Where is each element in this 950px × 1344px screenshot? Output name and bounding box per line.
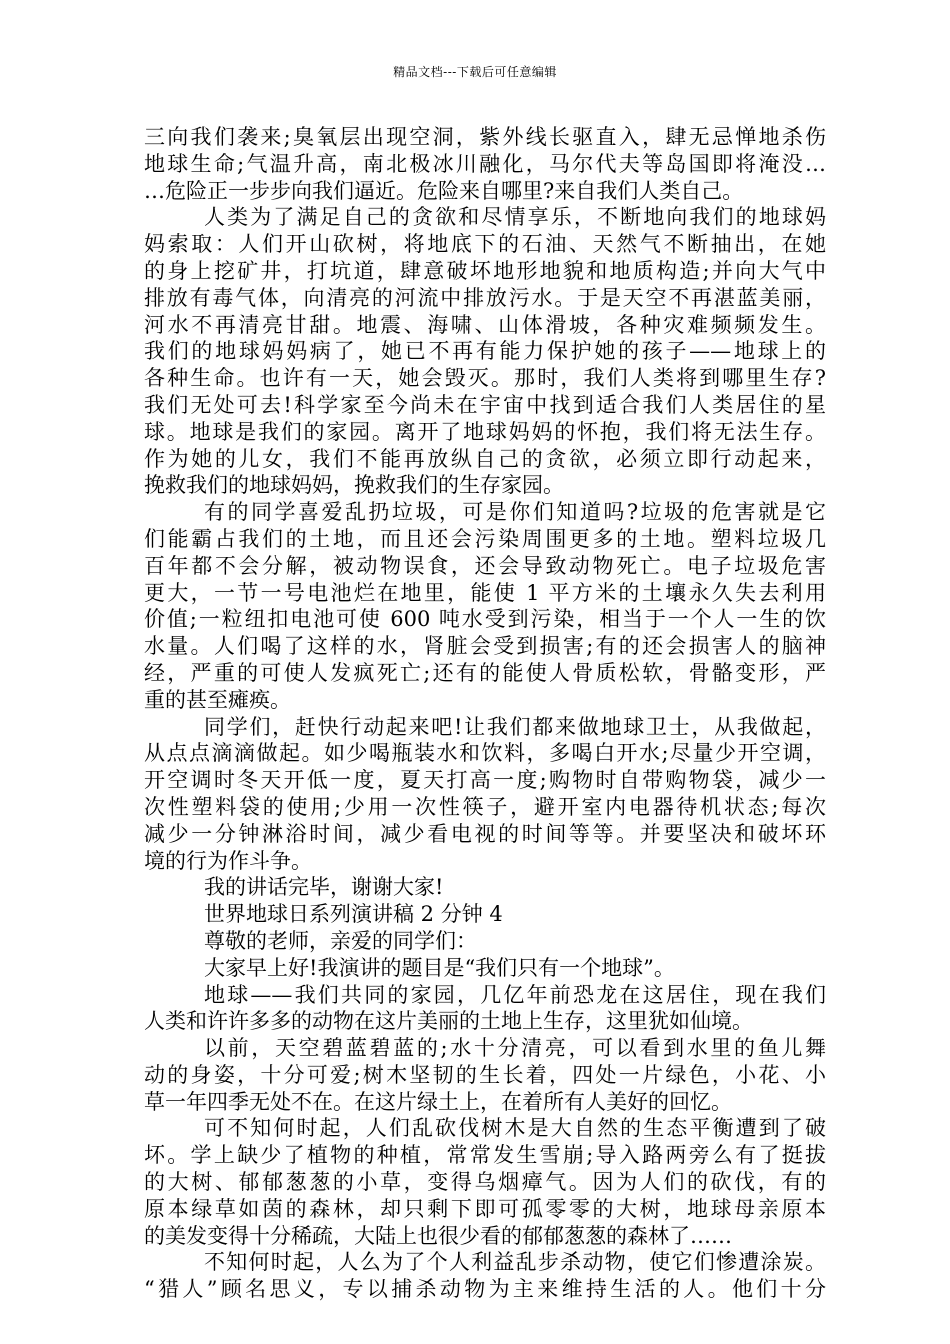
text-line: 排放有毒气体，向清亮的河流中排放污水。于是天空不再湛蓝美丽， [144,285,826,310]
paragraph [144,1115,826,1249]
paragraph [144,955,826,982]
text-line: 水量。人们喝了这样的水，肾脏会受到损害;有的还会损害人的脑神 [144,634,826,659]
text-line: 我们无处可去!科学家至今尚未在宇宙中找到适合我们人类居住的星 [144,392,826,417]
paragraph [144,1035,826,1115]
paragraph [144,928,826,955]
text-line: 坏。学上缺少了植物的种植，常常发生雪崩;导入路两旁么有了挺拔 [144,1143,826,1168]
text-line: 三向我们袭来;臭氧层出现空洞，紫外线长驱直入，肆无忌惮地杀伤 [144,125,826,149]
text-line: 妈索取：人们开山砍树，将地底下的石油、天然气不断抽出，在她 [144,232,826,257]
text-line: 从点点滴滴做起。如少喝瓶装水和饮料，多喝白开水;尽量少开空调， [144,741,826,766]
text-line: …危险正一步步向我们逼近。危险来自哪里?来自我们人类自己。 [144,178,744,203]
document-body [144,124,826,1303]
paragraph [144,1249,826,1303]
text-line: 的身上挖矿井，打坑道，肆意破坏地形地貌和地质构造;并向大气中 [144,258,826,283]
text-line: 地球生命;气温升高，南北极冰川融化，马尔代夫等岛国即将淹没… [144,151,826,176]
text-line: 人类和许许多多的动物在这片美丽的土地上生存，这里犹如仙境。 [144,1009,753,1034]
paragraph [144,124,826,204]
paragraph [144,714,826,875]
text-line: 河水不再清亮甘甜。地震、海啸、山体滑坡，各种灾难频频发生。 [144,312,826,337]
text-line: 球。地球是我们的家园。离开了地球妈妈的怀抱，我们将无法生存。 [144,419,826,444]
paragraph [144,874,826,901]
paragraph [144,204,826,499]
text-line: 可不知何时起，人们乱砍伐树木是大自然的生态平衡遭到了破 [204,1116,826,1141]
text-line: 更大，一节一号电池烂在地里，能使 1 平方米的土壤永久失去利用 [144,580,826,605]
text-line: 尊敬的老师，亲爱的同学们： [204,928,477,953]
text-line: 开空调时冬天开低一度，夏天打高一度;购物时自带购物袋，减少一 [144,768,826,793]
text-line: 经，严重的可使人发疯死亡;还有的能使人骨质松软，骨骼变形，严 [144,660,826,685]
text-line: 作为她的儿女，我们不能再放纵自己的贪欲，必须立即行动起来， [144,446,826,471]
text-line: 境的行为作斗争。 [144,848,312,873]
text-line: 百年都不会分解，被动物误食，还会导致动物死亡。电子垃圾危害 [144,553,826,578]
text-line: 价值;一粒纽扣电池可使 600 吨水受到污染，相当于一个人一生的饮 [144,607,826,632]
paragraph [144,982,826,1036]
text-line: 人类为了满足自己的贪欲和尽情享乐，不断地向我们的地球妈 [204,205,826,230]
paragraph [144,901,826,928]
text-line: 减少一分钟淋浴时间，减少看电视的时间等等。并要坚决和破坏环 [144,821,826,846]
text-line: 我们的地球妈妈病了，她已不再有能力保护她的孩子——地球上的 [144,339,826,364]
paragraph [144,499,826,713]
text-line: 有的同学喜爱乱扔垃圾，可是你们知道吗?垃圾的危害就是它 [204,500,826,525]
page-header: 精品文档---下载后可任意编辑 [393,65,557,79]
text-line: 以前，天空碧蓝碧蓝的;水十分清亮，可以看到水里的鱼儿舞 [204,1036,826,1061]
text-line: 挽救我们的地球妈妈，挽救我们的生存家园。 [144,473,564,498]
text-line: 各种生命。也许有一天，她会毁灭。那时，我们人类将到哪里生存? [144,366,826,391]
text-line: 世界地球日系列演讲稿 2 分钟 4 [204,902,503,927]
text-line: 们能霸占我们的土地，而且还会污染周围更多的土地。塑料垃圾几 [144,526,826,551]
text-line: 不知何时起，人么为了个人利益乱步杀动物，使它们惨遭涂炭。 [204,1250,826,1275]
text-line: 次性塑料袋的使用;少用一次性筷子，避开室内电器待机状态;每次 [144,794,826,819]
text-line: 草一年四季无处不在。在这片绿土上，在着所有人美好的回忆。 [144,1089,732,1114]
text-line: 同学们，赶快行动起来吧!让我们都来做地球卫士，从我做起， [204,714,826,739]
text-line: 的美发变得十分稀疏，大陆上也很少看的郁郁葱葱的森林了…… [144,1223,732,1248]
text-line: 我的讲话完毕，谢谢大家! [204,875,444,900]
text-line: “猎人”顾名思义，专以捕杀动物为主来维持生活的人。他们十分 [144,1277,826,1302]
text-line: 大家早上好!我演讲的题目是“我们只有一个地球”。 [204,955,675,980]
text-line: 动的身姿，十分可爱;树木坚韧的生长着，四处一片绿色，小花、小 [144,1062,826,1087]
text-line: 地球——我们共同的家园，几亿年前恐龙在这居住，现在我们 [204,982,826,1007]
text-line: 的大树、郁郁葱葱的小草，变得乌烟瘴气。因为人们的砍伐，有的 [144,1170,826,1195]
text-line: 原本绿草如茵的森林，却只剩下即可孤零零的大树，地球母亲原本 [144,1196,826,1221]
text-line: 重的甚至瘫痪。 [144,687,291,712]
